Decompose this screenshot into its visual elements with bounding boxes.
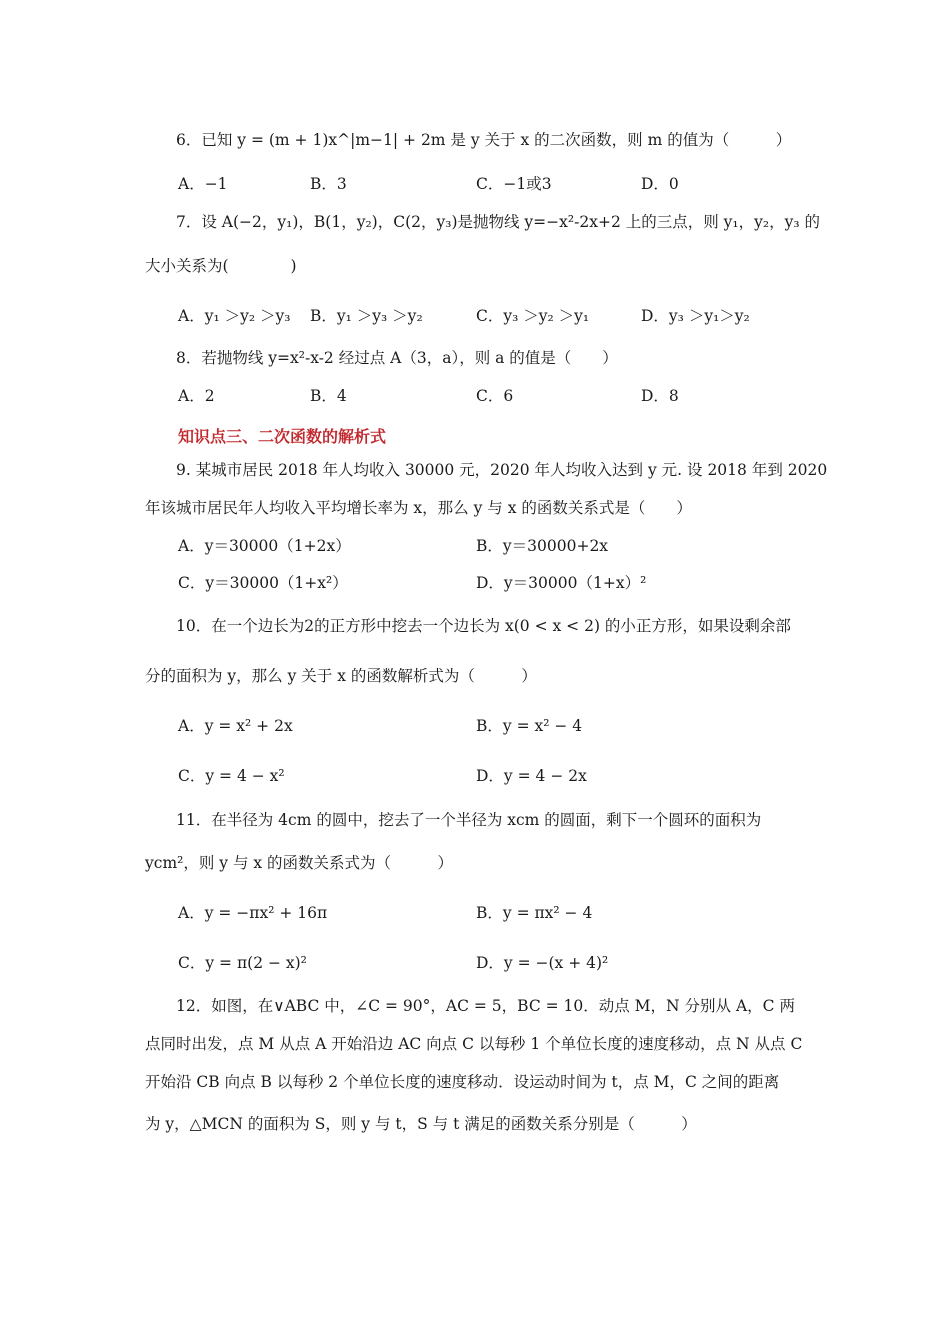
q11-option-a: A．y = −πx² + 16π <box>178 904 328 922</box>
q10-option-c: C．y = 4 − x² <box>178 767 285 785</box>
q7-option-b: B．y₁ ＞y₃ ＞y₂ <box>310 307 423 325</box>
q7-stem-line1: 7．设 A(−2，y₁)，B(1，y₂)，C(2，y₃)是抛物线 y=−x²-2x+2 上的三点，则 y₁，y₂，y₃ 的 <box>176 213 820 231</box>
q11-option-b: B．y = πx² − 4 <box>476 904 593 922</box>
q8-option-a: A．2 <box>178 387 215 405</box>
q9-option-c: C．y＝30000（1+x²） <box>178 574 348 592</box>
q11-stem-line2: ycm²，则 y 与 x 的函数关系式为（ ） <box>145 854 454 872</box>
q9-option-a: A．y＝30000（1+2x） <box>178 537 351 555</box>
q10-option-d: D．y = 4 − 2x <box>476 767 587 785</box>
q9-stem-line1: 9. 某城市居民 2018 年人均收入 30000 元，2020 年人均收入达到 y 元. 设 2018 年到 2020 <box>176 461 828 479</box>
q12-stem-line3: 开始沿 CB 向点 B 以每秒 2 个单位长度的速度移动．设运动时间为 t，点 M，C 之间的距离 <box>145 1073 780 1091</box>
q6-option-d: D．0 <box>641 175 679 193</box>
q11-option-c: C．y = π(2 − x)² <box>178 954 307 972</box>
q7-option-c: C．y₃ ＞y₂ ＞y₁ <box>476 307 590 325</box>
q6-option-c: C．−1或3 <box>476 175 552 193</box>
q6-option-b: B．3 <box>310 175 347 193</box>
q6-stem: 6．已知 y = (m + 1)x^|m−1| + 2m 是 y 关于 x 的二次函数，则 m 的值为（ ） <box>176 131 792 149</box>
q12-stem-line4: 为 y，△MCN 的面积为 S，则 y 与 t，S 与 t 满足的函数关系分别是（ ） <box>145 1115 697 1133</box>
q7-stem-line2: 大小关系为( ) <box>145 257 297 275</box>
q10-option-b: B．y = x² − 4 <box>476 717 583 735</box>
q7-option-a: A．y₁ ＞y₂ ＞y₃ <box>178 307 291 325</box>
q10-stem-line2: 分的面积为 y，那么 y 关于 x 的函数解析式为（ ） <box>145 667 537 685</box>
q12-stem-line1: 12．如图，在∨ABC 中，∠C = 90°，AC = 5，BC = 10．动点 M，N 分别从 A，C 两 <box>176 997 795 1015</box>
q9-stem-line2: 年该城市居民年人均收入平均增长率为 x，那么 y 与 x 的函数关系式是（ ） <box>145 499 692 517</box>
q8-option-b: B．4 <box>310 387 347 405</box>
q8-stem: 8．若抛物线 y=x²-x-2 经过点 A（3，a），则 a 的值是（ ） <box>176 349 618 367</box>
q9-option-b: B．y＝30000+2x <box>476 537 609 555</box>
q12-stem-line2: 点同时出发，点 M 从点 A 开始沿边 AC 向点 C 以每秒 1 个单位长度的速度移动，点 N 从点 C <box>145 1035 803 1053</box>
q10-stem-line1: 10．在一个边长为2的正方形中挖去一个边长为 x(0 < x < 2) 的小正方形，如果设剩余部 <box>176 617 791 635</box>
q11-option-d: D．y = −(x + 4)² <box>476 954 609 972</box>
q10-option-a: A．y = x² + 2x <box>178 717 293 735</box>
q7-option-d: D．y₃ ＞y₁＞y₂ <box>641 307 750 325</box>
q6-option-a: A．−1 <box>178 175 228 193</box>
q11-stem-line1: 11．在半径为 4cm 的圆中，挖去了一个半径为 xcm 的圆面，剩下一个圆环的面积为 <box>176 811 762 829</box>
q8-option-c: C．6 <box>476 387 514 405</box>
section-heading: 知识点三、二次函数的解析式 <box>178 427 387 446</box>
q9-option-d: D．y＝30000（1+x）² <box>476 574 647 592</box>
q8-option-d: D．8 <box>641 387 679 405</box>
